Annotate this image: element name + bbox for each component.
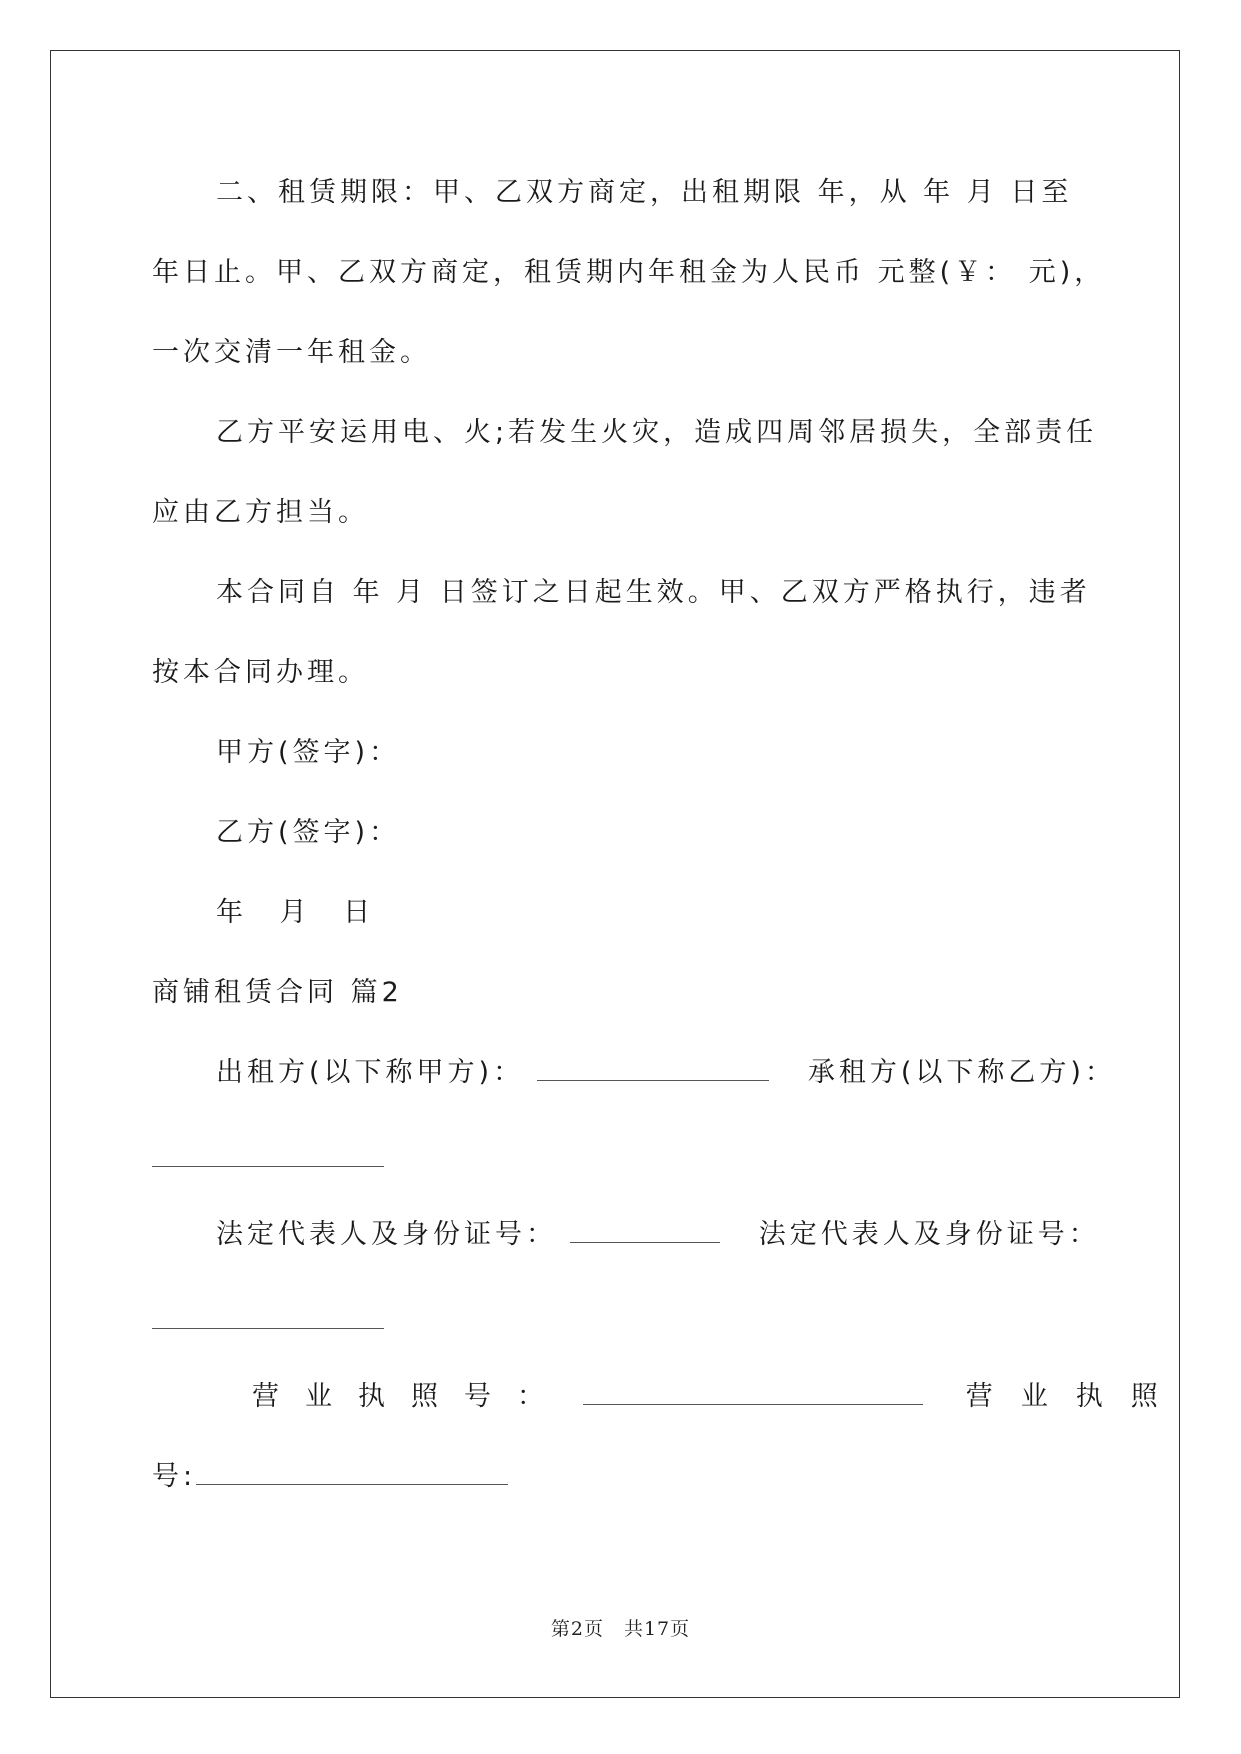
page-footer xyxy=(0,1614,1241,1641)
signature-party-a: 甲方(签字)： xyxy=(216,737,401,768)
paragraph-term-line-1: 二、租赁期限：甲、乙双方商定，出租期限 年，从 年 月 日至 xyxy=(216,177,1073,208)
representative-label-a: 法定代表人及身份证号： xyxy=(216,1219,557,1250)
paragraph-effective-line-2: 按本合同办理。 xyxy=(152,657,369,688)
representative-line xyxy=(216,1218,1100,1252)
lessor-blank xyxy=(537,1058,769,1081)
representative-blank-a xyxy=(570,1220,720,1243)
page-number: 第2页 xyxy=(550,1618,604,1640)
signature-party-b: 乙方(签字)： xyxy=(216,817,401,848)
paragraph-safety-line-1: 乙方平安运用电、火;若发生火灾，造成四周邻居损失，全部责任 xyxy=(216,417,1098,448)
lessee-blank xyxy=(152,1165,384,1167)
lessor-lessee-line xyxy=(216,1056,1116,1090)
representative-blank-b xyxy=(152,1327,384,1329)
license-line xyxy=(252,1380,1186,1414)
representative-label-b: 法定代表人及身份证号： xyxy=(758,1219,1100,1250)
license-label-a: 营业执照号： xyxy=(252,1381,570,1412)
paragraph-term-line-3: 一次交清一年租金。 xyxy=(152,337,431,368)
page-total: 共17页 xyxy=(623,1618,691,1640)
license-line-2 xyxy=(152,1460,508,1494)
section-title: 商铺租赁合同 篇2 xyxy=(152,977,403,1008)
lessor-label: 出租方(以下称甲方)： xyxy=(216,1057,525,1088)
page-border xyxy=(50,50,1180,1698)
license-label-b-cont: 号: xyxy=(152,1461,197,1492)
license-blank-a xyxy=(583,1382,923,1405)
license-label-b: 营业执照 xyxy=(965,1381,1186,1412)
paragraph-effective-line-1: 本合同自 年 月 日签订之日起生效。甲、乙双方严格执行，违者 xyxy=(216,577,1091,608)
signature-date: 年 月 日 xyxy=(216,897,385,928)
lessee-label: 承租方(以下称乙方)： xyxy=(807,1057,1116,1088)
paragraph-term-line-2: 年日止。甲、乙双方商定，租赁期内年租金为人民币 元整(￥： 元)， xyxy=(152,257,1106,288)
license-blank-b xyxy=(196,1462,508,1485)
paragraph-safety-line-2: 应由乙方担当。 xyxy=(152,497,369,528)
